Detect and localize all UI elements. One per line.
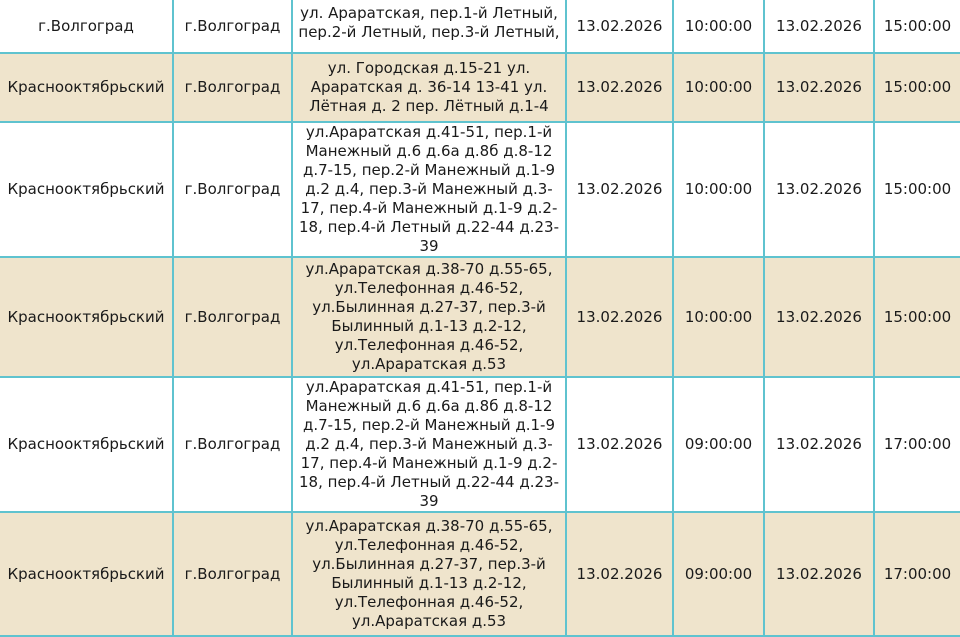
district-cell: г.Волгоград	[0, 0, 173, 53]
table-row	[0, 122, 960, 257]
start-date-cell: 13.02.2026	[566, 53, 673, 122]
city-cell: г.Волгоград	[173, 122, 292, 257]
start-time-cell: 10:00:00	[673, 122, 764, 257]
start-date-cell: 13.02.2026	[566, 122, 673, 257]
address-cell: ул. Араратская, пер.1-й Летный, пер.2-й Летный, пер.3-й Летный,	[292, 0, 566, 53]
end-time-cell: 15:00:00	[874, 257, 960, 377]
end-time-cell: 15:00:00	[874, 53, 960, 122]
address-cell: ул.Араратская д.38-70 д.55-65, ул.Телефонная д.46-52, ул.Былинная д.27-37, пер.3-й Былинный д.1-13 д.2-12, ул.Телефонная д.46-52, ул.Араратская д.53	[292, 257, 566, 377]
district-cell: Краснооктябрьский	[0, 257, 173, 377]
address-cell: ул. Городская д.15-21 ул. Араратская д. 36-14 13-41 ул. Лётная д. 2 пер. Лётный д.1-4	[292, 53, 566, 122]
district-cell: Краснооктябрьский	[0, 53, 173, 122]
end-time-cell: 17:00:00	[874, 512, 960, 636]
end-date-cell: 13.02.2026	[764, 53, 874, 122]
address-cell: ул.Араратская д.38-70 д.55-65, ул.Телефонная д.46-52, ул.Былинная д.27-37, пер.3-й Былинный д.1-13 д.2-12, ул.Телефонная д.46-52, ул.Араратская д.53	[292, 512, 566, 636]
city-cell: г.Волгоград	[173, 0, 292, 53]
end-date-cell: 13.02.2026	[764, 122, 874, 257]
start-time-cell: 10:00:00	[673, 53, 764, 122]
table-row	[0, 512, 960, 636]
table-row	[0, 0, 960, 53]
start-date-cell: 13.02.2026	[566, 512, 673, 636]
start-date-cell: 13.02.2026	[566, 257, 673, 377]
end-time-cell: 15:00:00	[874, 0, 960, 53]
address-cell: ул.Араратская д.41-51, пер.1-й Манежный д.6 д.6а д.8б д.8-12 д.7-15, пер.2-й Манежный д.1-9 д.2 д.4, пер.3-й Манежный д.3-17, пер.4-й Манежный д.1-9 д.2-18, пер.4-й Летный д.22-44 д.23-39	[292, 122, 566, 257]
start-time-cell: 10:00:00	[673, 0, 764, 53]
start-time-cell: 09:00:00	[673, 512, 764, 636]
start-time-cell: 09:00:00	[673, 377, 764, 512]
start-date-cell: 13.02.2026	[566, 0, 673, 53]
city-cell: г.Волгоград	[173, 257, 292, 377]
end-time-cell: 17:00:00	[874, 377, 960, 512]
city-cell: г.Волгоград	[173, 53, 292, 122]
city-cell: г.Волгоград	[173, 512, 292, 636]
table-row	[0, 377, 960, 512]
city-cell: г.Волгоград	[173, 377, 292, 512]
district-cell: Краснооктябрьский	[0, 512, 173, 636]
table-row	[0, 257, 960, 377]
end-date-cell: 13.02.2026	[764, 377, 874, 512]
district-cell: Краснооктябрьский	[0, 377, 173, 512]
end-date-cell: 13.02.2026	[764, 0, 874, 53]
start-time-cell: 10:00:00	[673, 257, 764, 377]
district-cell: Краснооктябрьский	[0, 122, 173, 257]
address-cell: ул.Араратская д.41-51, пер.1-й Манежный д.6 д.6а д.8б д.8-12 д.7-15, пер.2-й Манежный д.1-9 д.2 д.4, пер.3-й Манежный д.3-17, пер.4-й Манежный д.1-9 д.2-18, пер.4-й Летный д.22-44 д.23-39	[292, 377, 566, 512]
end-date-cell: 13.02.2026	[764, 257, 874, 377]
end-date-cell: 13.02.2026	[764, 512, 874, 636]
table-row	[0, 53, 960, 122]
start-date-cell: 13.02.2026	[566, 377, 673, 512]
end-time-cell: 15:00:00	[874, 122, 960, 257]
